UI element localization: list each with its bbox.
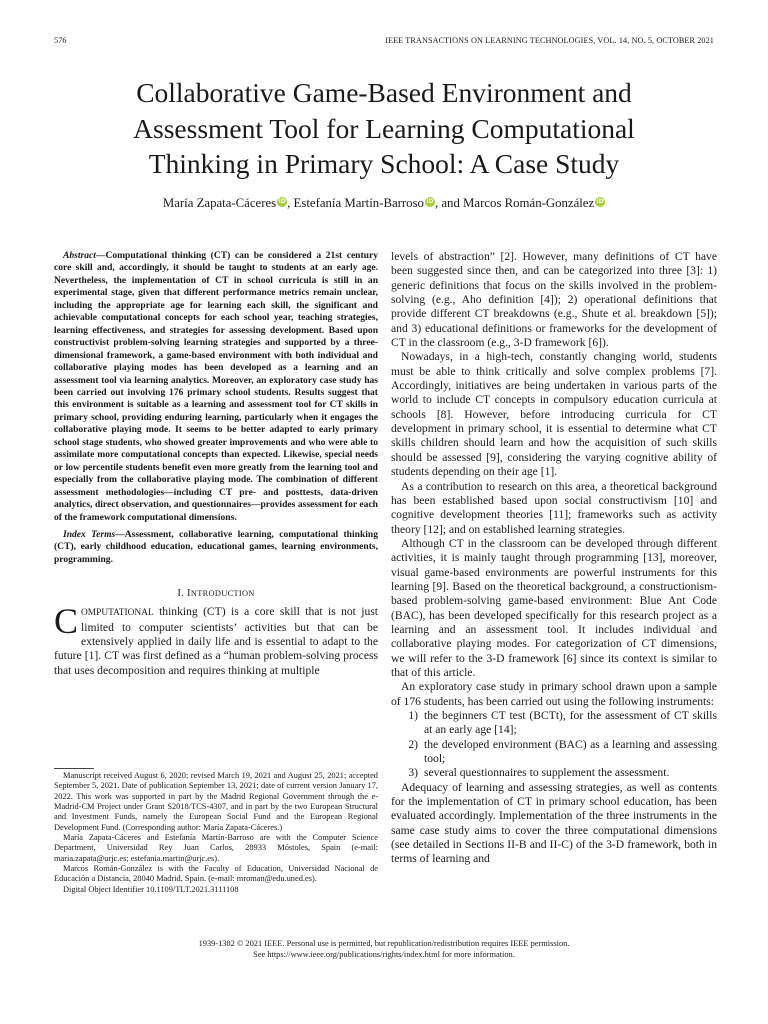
list-item: 1) the beginners CT test (BCTt), for the assessment of CT skills at an early age [14]; (408, 709, 717, 737)
footnotes (54, 771, 378, 895)
copyright-notice (54, 938, 714, 960)
paper-title (60, 75, 708, 182)
orcid-icon[interactable]: iD (596, 198, 604, 205)
author-name: and Marcos Román-González (441, 196, 595, 210)
paragraph: levels of abstraction” [2]. However, many definitions of CT have been suggested since then, and can be categorized into three [3]: 1) generic definitions that focus on the skills involved in the problem-solving (e.g., Aho definition [4]); 2) operational definitions that provide different CT breakdowns (e.g., Shute et al. breakdown [5]); and 3) educational definitions or frameworks for the development of CT in the classroom (e.g., 3-D framework [6]). (391, 250, 717, 350)
intro-paragraph: COMPUTATIONAL thinking (CT) is a core skill that is not just limited to computer scientists’ activities but that can be extensively applied in daily life and is essential to adapt to the future [1]. CT was first defined as a “human problem-solving process that uses decomposition and requires thinking at multiple (54, 601, 378, 677)
abstract-label: Abstract (63, 250, 96, 261)
author-name: María Zapata-Cáceres (162, 196, 277, 210)
footnote-affiliation: Marcos Román-González is with the Faculty of Education, Universidad Nacional de Educación a Distancia, 28040 Madrid, Spain. (e-mail: mroman@edu.uned.es). (54, 864, 378, 884)
author-list (60, 195, 708, 211)
title-line-2: Assessment Tool for Learning Computational (133, 112, 635, 144)
list-item: 2) the developed environment (BAC) as a learning and assessing tool; (408, 737, 717, 766)
footnote-rule (54, 768, 94, 769)
author-name: Estefanía Martín-Barroso (293, 196, 424, 210)
right-column (391, 250, 717, 867)
paragraph: Adequacy of learning and assessing strategies, as well as contents for the implementation of CT in primary school education, has been evaluated accordingly. Implementation of the three instruments in the same case study aims to cover the three computational dimensions (see detailed in Sections II-B and II-C) of the 3-D framework, both in terms of learning and (391, 780, 717, 866)
title-line-1: Collaborative Game-Based Environment and (136, 77, 632, 108)
drop-cap: C (54, 601, 79, 642)
footnote-manuscript: Manuscript received August 6, 2020; revised March 19, 2021 and August 25, 2021; accepted September 5, 2021. Date of publication September 13, 2021; date of current version January 17, 2022. This work was supported in part by the Madrid Regional Government through the e-Madrid-CM Project under Grant S2018/TCS-4307, and in part by the two European Structural and Investment Funds, namely the European Social Fund and the European Regional Development Fund. (Corresponding author: María Zapata-Cáceres.) (54, 771, 378, 832)
author-separator: , (287, 196, 294, 210)
section-heading: I. INTRODUCTION (177, 588, 255, 600)
paragraph: Although CT in the classroom can be developed through different activities, it is mainly taught through programming [13], moreover, visual game-based environments are powerful instruments for this learning [9]. Based on the theoretical background, a constructionism-based problem-solving game-based environment: Blue Ant Code (BAC), has been developed specifically for this research project as a learning and an assessment tool. It includes individual and collaborative playing modes. For categorization of CT dimensions, we will refer to the 3-D framework [6] since its context is similar to that of this article. (391, 536, 717, 679)
footnote-doi: Digital Object Identifier 10.1109/TLT.2021.3111108 (63, 884, 239, 894)
copyright-link[interactable]: See https://www.ieee.org/publications/rights/index.html for more information. (253, 950, 515, 959)
paragraph: An exploratory case study in primary school drawn upon a sample of 176 students, has been carried out using the following instruments: (391, 680, 717, 708)
page-number: 576 (54, 36, 67, 45)
paragraph: Nowadays, in a high-tech, constantly changing world, students must be able to think critically and solve complex problems [7]. Accordingly, initiatives are being undertaken in various parts of the world to include CT concepts in compulsory education curricula at schools [8]. However, before introducing curricula for CT development in primary school, it is essential to determine what CT skills children should learn and how the acquisition of such skills should be assessed [9], considering the varying cognitive ability of students depending on their age [1]. (391, 350, 717, 479)
index-terms (54, 529, 378, 566)
left-column (54, 250, 378, 894)
running-head (54, 36, 714, 48)
list-item: 3) several questionnaires to supplement the assessment. (408, 766, 670, 780)
instrument-list (391, 709, 717, 781)
index-terms-label: Index Terms (63, 528, 116, 540)
orcid-icon[interactable]: iD (278, 198, 286, 205)
paragraph: As a contribution to research on this area, a theoretical background has been established based upon social constructivism [10] and cognitive development theories [11]; frameworks such as activity theory [12]; and on established learning strategies. (391, 479, 717, 536)
index-terms-text: —Assessment, collaborative learning, computational thinking (CT), early childhood education, educational games, learning environments, programming. (54, 528, 378, 565)
author-separator: , (434, 196, 442, 210)
footnote-affiliation: María Zapata-Cáceres and Estefanía Martín-Barroso are with the Computer Science Department, Universidad Rey Juan Carlos, 28933 Móstoles, Spain (e-mail: maria.zapata@urjc.es; estefania.martin@urjc.es). (54, 833, 378, 863)
copyright-line: 1939-1382 © 2021 IEEE. Personal use is permitted, but republication/redistribution requires IEEE permission. (198, 939, 570, 948)
abstract (54, 250, 378, 524)
abstract-text: —Computational thinking (CT) can be considered a 21st century core skill and, accordingly, it should be taught to students at an early age. Nevertheless, the implementation of CT in school curricula is still in an experimental stage, given that different performance metrics remain unclear, including the appropriate age for learning each skill, the significant and achievable computational concepts for each school year, teaching strategies, learning effectiveness, and strategies for assessing development. Based upon constructivist problem-solving learning strategies and supported by a three-dimensional framework, a game-based environment with both individual and collaborative playing modes has been developed as a learning and an assessment tool via learning analytics. Moreover, an exploratory case study has been carried out involving 176 primary school students. Results suggest that this environment is suitable as a learning and assessment tool for CT skills in primary school, providing enduring learning, particularly when it engages the collaborative playing mode. It seems to be better adapted to early primary school stage students, who showed greater improvements and who were able to assimilate more computational concepts than expected. Likewise, special needs or low percentile students benefit even more greatly from the learning tool and especially from the collaborative playing mode. The combination of different assessment methodologies—including CT pre- and posttests, data-driven analytics, direct observation, and questionnaires—provides assessment for each of the framework computational dimensions. (54, 250, 378, 523)
journal-name: IEEE TRANSACTIONS ON LEARNING TECHNOLOGIES, VOL. 14, NO. 5, OCTOBER 2021 (385, 36, 714, 45)
title-line-3: Thinking in Primary School: A Case Study (148, 148, 620, 179)
orcid-icon[interactable]: iD (426, 198, 434, 205)
